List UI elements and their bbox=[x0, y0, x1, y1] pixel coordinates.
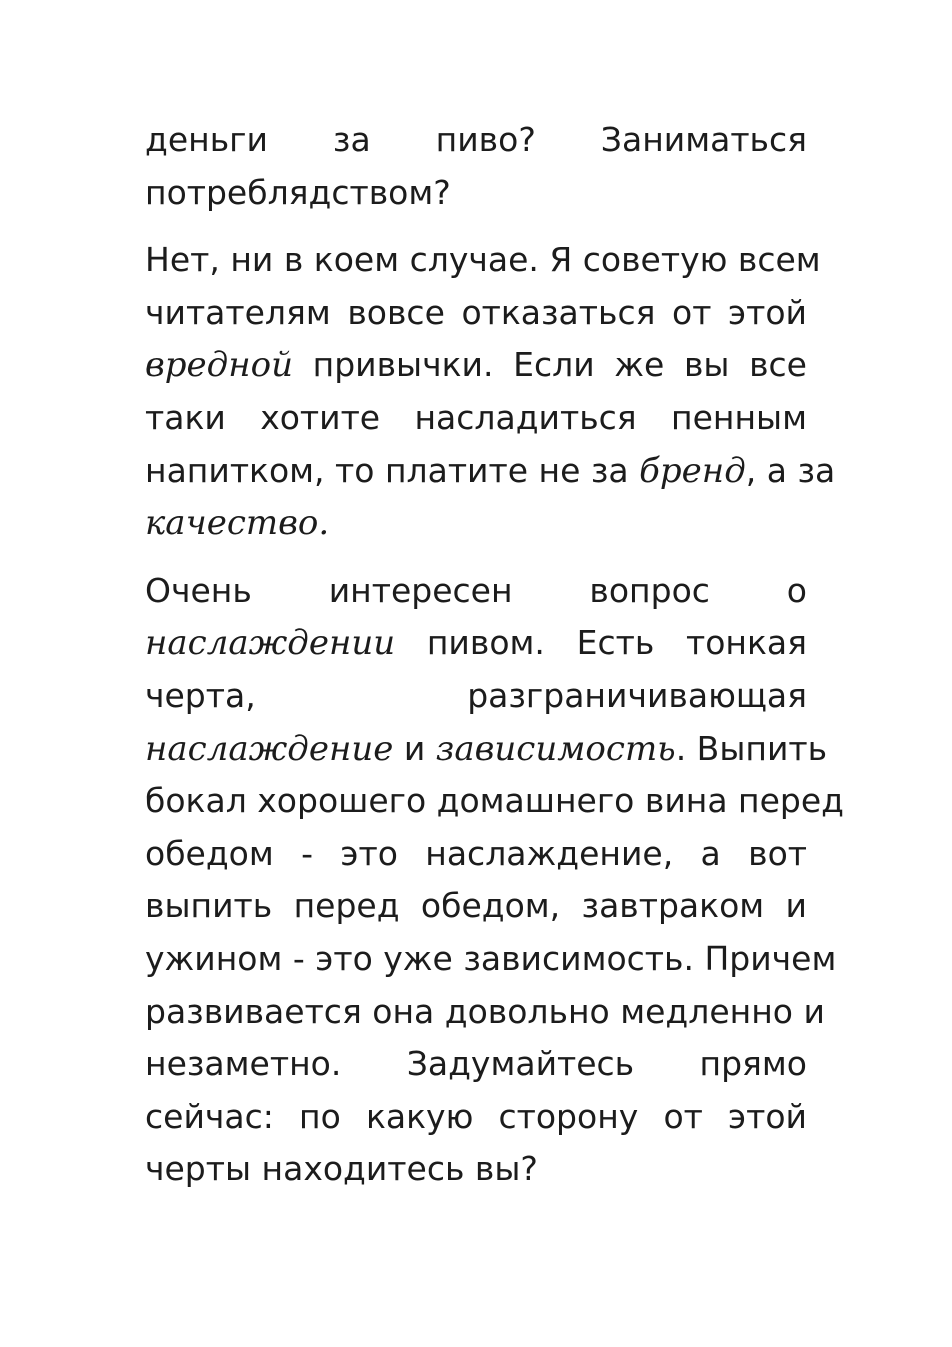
text-line bbox=[145, 617, 807, 670]
text-line bbox=[145, 445, 836, 498]
emphasized-text: зависимость bbox=[435, 728, 676, 769]
text-run: бокал хорошего домашнего вина перед bbox=[145, 781, 844, 821]
text-line bbox=[145, 723, 828, 776]
emphasized-text: наслаждение bbox=[145, 728, 394, 769]
text-line bbox=[145, 933, 837, 986]
text-run: черта, разграничивающая bbox=[145, 675, 807, 715]
text-line bbox=[145, 828, 807, 881]
text-line bbox=[145, 392, 807, 445]
emphasized-text: бренд bbox=[639, 450, 746, 491]
text-run: выпить перед обедом, завтраком и bbox=[145, 886, 807, 926]
text-line bbox=[145, 497, 807, 550]
text-line bbox=[145, 880, 807, 933]
text-run: и bbox=[393, 728, 436, 768]
text-run: ужином - это уже зависимость. Причем bbox=[145, 938, 837, 978]
text-line bbox=[145, 339, 807, 392]
text-run: таки хотите насладиться пенным bbox=[145, 397, 807, 437]
text-run: Очень интересен вопрос о bbox=[145, 570, 807, 610]
paragraph-1 bbox=[145, 114, 807, 219]
text-run: потреблядством? bbox=[145, 172, 451, 212]
text-line bbox=[145, 1038, 807, 1091]
text-run: Нет, ни в коем случае. Я советую всем bbox=[145, 240, 821, 280]
text-run: незаметно. Задумайтесь прямо bbox=[145, 1044, 807, 1084]
emphasized-text: наслаждении bbox=[145, 623, 396, 664]
emphasized-text: вредной bbox=[145, 345, 293, 386]
text-run: привычки. Если же вы все bbox=[293, 345, 807, 385]
text-line bbox=[145, 114, 807, 167]
text-line bbox=[145, 986, 825, 1039]
text-line bbox=[145, 1143, 807, 1196]
text-run: черты находитесь вы? bbox=[145, 1149, 538, 1189]
text-line bbox=[145, 1091, 807, 1144]
document-page bbox=[145, 114, 844, 1211]
paragraph-2 bbox=[145, 234, 836, 550]
text-line bbox=[145, 775, 844, 828]
paragraph-3 bbox=[145, 565, 844, 1196]
text-run: читателям вовсе отказаться от этой bbox=[145, 292, 807, 332]
text-run: обедом - это наслаждение, а вот bbox=[145, 833, 807, 873]
text-run: сейчас: по какую сторону от этой bbox=[145, 1096, 807, 1136]
text-run: деньги за пиво? Заниматься bbox=[145, 120, 807, 159]
text-run: напитком, то платите не за bbox=[145, 450, 640, 490]
text-line bbox=[145, 167, 807, 220]
text-line bbox=[145, 287, 807, 340]
text-line bbox=[145, 670, 807, 723]
emphasized-text: качество. bbox=[145, 503, 330, 544]
text-line bbox=[145, 565, 807, 618]
text-run: , а за bbox=[745, 450, 836, 490]
text-run: развивается она довольно медленно и bbox=[145, 991, 825, 1031]
text-line bbox=[145, 234, 821, 287]
text-run: . Выпить bbox=[675, 728, 828, 768]
text-run: пивом. Есть тонкая bbox=[395, 623, 807, 663]
